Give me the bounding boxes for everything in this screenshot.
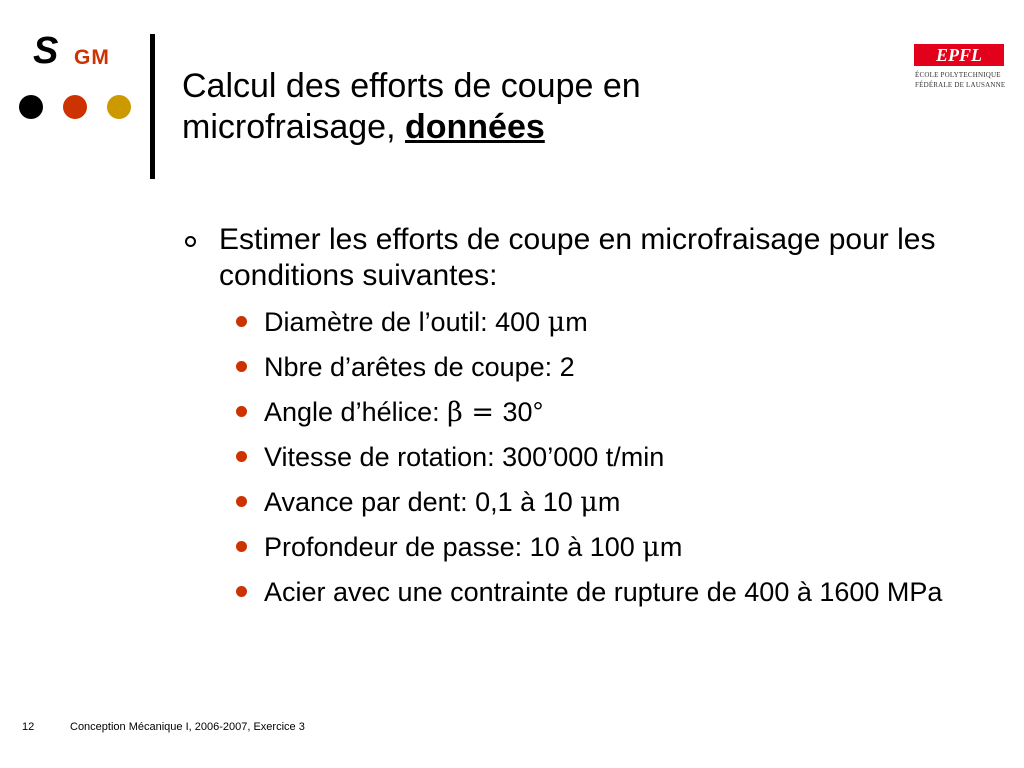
title-line1: Calcul des efforts de coupe en: [182, 67, 641, 105]
list-item: Profondeur de passe: 10 à 100 μm: [236, 531, 956, 564]
list-item: Nbre d’arêtes de coupe: 2: [236, 351, 956, 384]
list-item: Avance par dent: 0,1 à 10 μm: [236, 486, 956, 519]
list-item: Vitesse de rotation: 300’000 t/min: [236, 441, 956, 474]
title-line2-prefix: microfraisage,: [182, 108, 405, 146]
logo-dot-red: [63, 95, 87, 119]
logo-dot-gold: [107, 95, 131, 119]
list-item: Diamètre de l’outil: 400 μm: [236, 306, 956, 339]
logo-dot-black: [19, 95, 43, 119]
logo-gm: GM: [74, 46, 110, 69]
svg-text:EPFL: EPFL: [935, 45, 983, 65]
conditions-list: [236, 306, 956, 621]
epfl-line2: FÉDÉRALE DE LAUSANNE: [915, 81, 1006, 89]
title-divider: [150, 34, 155, 179]
list-item: Angle d’hélice: β = 30°: [236, 396, 956, 429]
title-keyword: données: [404, 108, 545, 146]
page-number: 12: [22, 721, 35, 733]
intro-text: Estimer les efforts de coupe en microfraisage pour les conditions suivantes:: [219, 223, 936, 292]
footer-text: Conception Mécanique I, 2006-2007, Exercice 3: [70, 721, 305, 733]
logo-s: S: [33, 30, 59, 72]
list-item: Acier avec une contrainte de rupture de 400 à 1600 MPa: [236, 576, 956, 609]
slide-title: [182, 66, 641, 148]
epfl-line1: ÉCOLE POLYTECHNIQUE: [915, 71, 1001, 79]
epfl-wordmark-icon: [914, 44, 1004, 66]
epfl-logo: [914, 44, 1004, 92]
main-bullet-icon: [185, 236, 196, 247]
